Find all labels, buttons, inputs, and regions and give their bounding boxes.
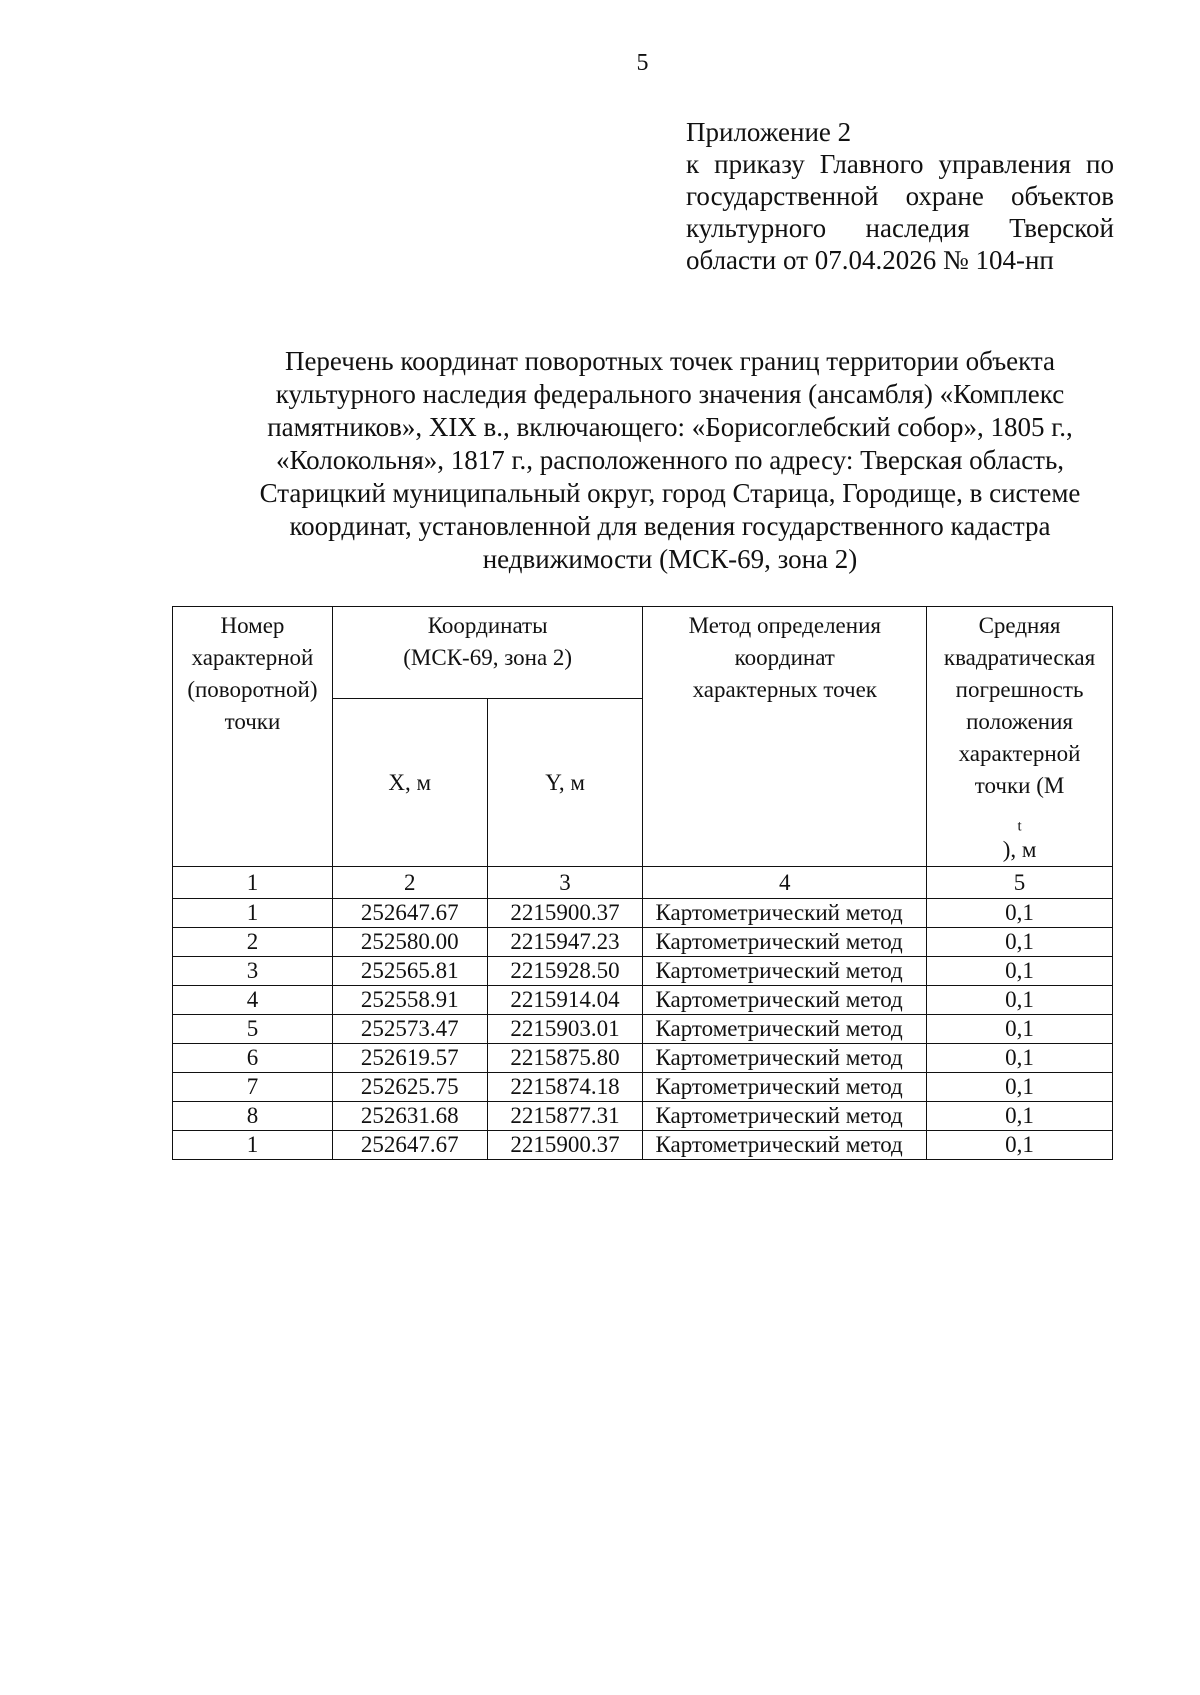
header-method: Метод определения координат характерных точек bbox=[643, 607, 927, 867]
column-number: 5 bbox=[927, 867, 1113, 899]
appendix-line: культурного наследия Тверской bbox=[686, 213, 1114, 243]
appendix-line: к приказу Главного управления по bbox=[686, 149, 1114, 179]
cell-y: 2215900.37 bbox=[487, 899, 643, 928]
cell-method: Картометрический метод bbox=[643, 1073, 927, 1102]
cell-method: Картометрический метод bbox=[643, 986, 927, 1015]
table-row bbox=[173, 1102, 1113, 1131]
cell-error: 0,1 bbox=[927, 1102, 1113, 1131]
cell-point: 2 bbox=[173, 928, 333, 957]
cell-error: 0,1 bbox=[927, 899, 1113, 928]
cell-x: 252647.67 bbox=[332, 899, 487, 928]
cell-point: 1 bbox=[173, 899, 333, 928]
cell-error: 0,1 bbox=[927, 986, 1113, 1015]
cell-method: Картометрический метод bbox=[643, 928, 927, 957]
cell-y: 2215900.37 bbox=[487, 1131, 643, 1160]
title-line: Перечень координат поворотных точек границ территории объекта bbox=[284, 346, 1056, 376]
cell-error: 0,1 bbox=[927, 1015, 1113, 1044]
page-number: 5 bbox=[636, 50, 649, 76]
header-x: X, м bbox=[332, 699, 487, 867]
cell-point: 1 bbox=[173, 1131, 333, 1160]
cell-point: 3 bbox=[173, 957, 333, 986]
appendix-line: области от 07.04.2026 № 104-нп bbox=[686, 245, 1054, 275]
cell-y: 2215874.18 bbox=[487, 1073, 643, 1102]
title-line: «Колокольня», 1817 г., расположенного по адресу: Тверская область, bbox=[275, 445, 1065, 475]
table-row bbox=[173, 1131, 1113, 1160]
cell-x: 252558.91 bbox=[332, 986, 487, 1015]
cell-y: 2215947.23 bbox=[487, 928, 643, 957]
column-number: 4 bbox=[643, 867, 927, 899]
title-line: памятников», XIX в., включающего: «Борисоглебский собор», 1805 г., bbox=[267, 412, 1073, 442]
cell-x: 252631.68 bbox=[332, 1102, 487, 1131]
cell-error: 0,1 bbox=[927, 957, 1113, 986]
cell-y: 2215928.50 bbox=[487, 957, 643, 986]
header-coordinates: Координаты (МСК-69, зона 2) bbox=[332, 607, 643, 699]
cell-method: Картометрический метод bbox=[643, 899, 927, 928]
cell-point: 7 bbox=[173, 1073, 333, 1102]
appendix-line: государственной охране объектов bbox=[686, 181, 1114, 211]
table-row bbox=[173, 1073, 1113, 1102]
cell-x: 252647.67 bbox=[332, 1131, 487, 1160]
column-number: 1 bbox=[173, 867, 333, 899]
title-line: недвижимости (МСК-69, зона 2) bbox=[482, 544, 858, 574]
cell-point: 5 bbox=[173, 1015, 333, 1044]
title-line: Старицкий муниципальный округ, город Старица, Городище, в системе bbox=[259, 478, 1081, 508]
appendix-block bbox=[686, 116, 1114, 276]
title-line: культурного наследия федерального значения (ансамбля) «Комплекс bbox=[275, 379, 1065, 409]
cell-y: 2215875.80 bbox=[487, 1044, 643, 1073]
table-row bbox=[173, 1015, 1113, 1044]
table-row bbox=[173, 899, 1113, 928]
cell-error: 0,1 bbox=[927, 1073, 1113, 1102]
cell-error: 0,1 bbox=[927, 928, 1113, 957]
cell-x: 252580.00 bbox=[332, 928, 487, 957]
cell-y: 2215914.04 bbox=[487, 986, 643, 1015]
cell-method: Картометрический метод bbox=[643, 1015, 927, 1044]
cell-error: 0,1 bbox=[927, 1131, 1113, 1160]
cell-point: 4 bbox=[173, 986, 333, 1015]
cell-x: 252573.47 bbox=[332, 1015, 487, 1044]
cell-x: 252565.81 bbox=[332, 957, 487, 986]
column-number: 3 bbox=[487, 867, 643, 899]
cell-method: Картометрический метод bbox=[643, 1131, 927, 1160]
cell-method: Картометрический метод bbox=[643, 1102, 927, 1131]
table-row bbox=[173, 957, 1113, 986]
cell-y: 2215903.01 bbox=[487, 1015, 643, 1044]
column-number: 2 bbox=[332, 867, 487, 899]
header-y: Y, м bbox=[487, 699, 643, 867]
table-row bbox=[173, 928, 1113, 957]
cell-method: Картометрический метод bbox=[643, 1044, 927, 1073]
column-numbers-row bbox=[173, 867, 1113, 899]
cell-point: 6 bbox=[173, 1044, 333, 1073]
table-row bbox=[173, 986, 1113, 1015]
coordinates-table bbox=[172, 606, 1113, 1160]
cell-error: 0,1 bbox=[927, 1044, 1113, 1073]
cell-y: 2215877.31 bbox=[487, 1102, 643, 1131]
cell-method: Картометрический метод bbox=[643, 957, 927, 986]
document-title bbox=[150, 345, 1190, 576]
appendix-title: Приложение 2 bbox=[686, 117, 852, 147]
table-row bbox=[173, 1044, 1113, 1073]
cell-x: 252619.57 bbox=[332, 1044, 487, 1073]
cell-x: 252625.75 bbox=[332, 1073, 487, 1102]
title-line: координат, установленной для ведения государственного кадастра bbox=[289, 511, 1051, 541]
header-point-number: Номер характерной (поворотной) точки bbox=[173, 607, 333, 867]
header-error: Средняя квадратическая погрешность положения характерной точки (M $_t$ ), м bbox=[927, 607, 1113, 867]
cell-point: 8 bbox=[173, 1102, 333, 1131]
